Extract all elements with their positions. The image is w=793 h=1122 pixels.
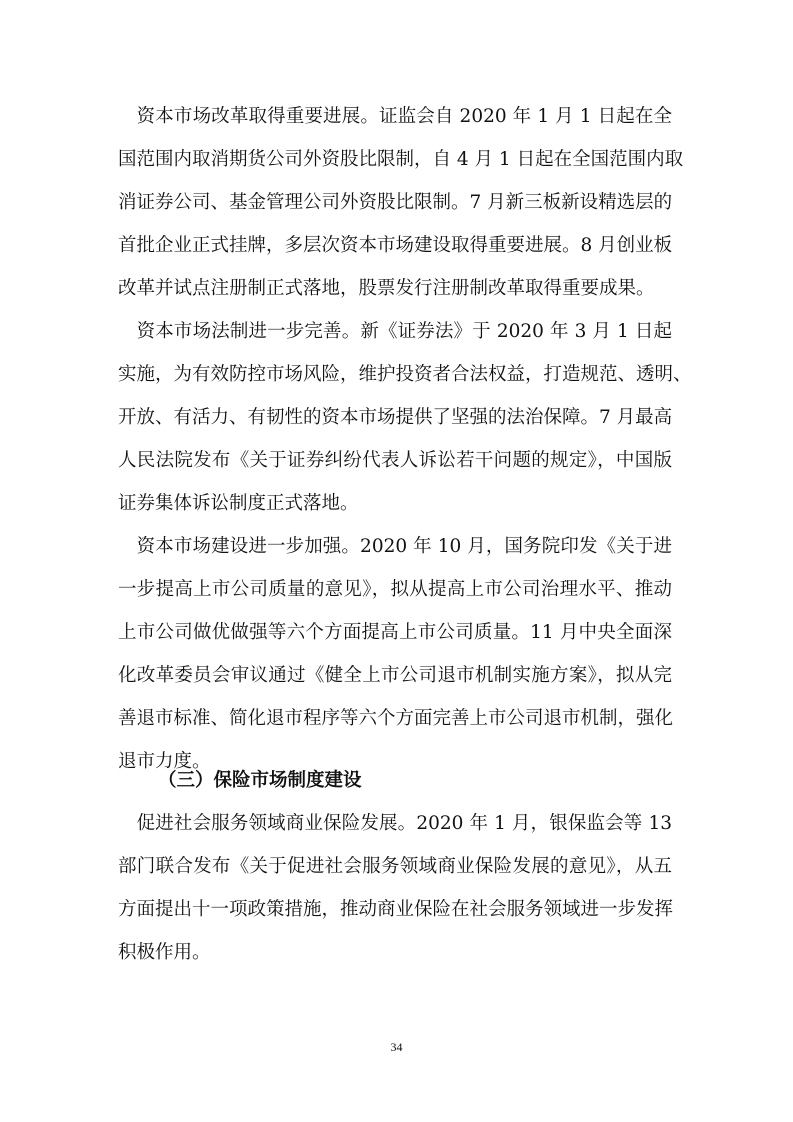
text-line: 人民法院发布《关于证券纠纷代表人诉讼若干问题的规定》，中国版 [118,450,672,471]
section-heading: （三）保险市场制度建设 [158,770,362,791]
text-line: 改革并试点注册制正式落地，股票发行注册制改革取得重要成果。 [118,278,655,299]
text-line: 部门联合发布《关于促进社会服务领域商业保险发展的意见》，从五 [118,856,672,877]
text-line: 资本市场建设进一步加强。2020 年 10 月，国务院印发《关于进 [118,536,672,557]
text-line: 善退市标准、简化退市程序等六个方面完善上市公司退市机制，强化 [118,708,674,729]
text-line: 国范围内取消期货公司外资股比限制，自 4 月 1 日起在全国范围内取 [118,149,684,170]
text-line: 资本市场法制进一步完善。新《证券法》于 2020 年 3 月 1 日起 [118,321,672,342]
text-line: 消证券公司、基金管理公司外资股比限制。7 月新三板新设精选层的 [118,192,673,213]
text-line: 开放、有活力、有韧性的资本市场提供了坚强的法治保障。7 月最高 [118,407,673,428]
text-line: 化改革委员会审议通过《健全上市公司退市机制实施方案》，拟从完 [118,665,672,686]
text-line: 资本市场改革取得重要进展。证监会自 2020 年 1 月 1 日起在全 [118,106,672,127]
text-line: 证券集体诉讼制度正式落地。 [118,493,359,514]
text-line: 积极作用。 [118,942,211,963]
text-line: 方面提出十一项政策措施，推动商业保险在社会服务领域进一步发挥 [118,899,674,920]
page-number: 34 [390,1040,403,1054]
text-line: 首批企业正式挂牌，多层次资本市场建设取得重要进展。8 月创业板 [118,235,673,256]
text-line: 一步提高上市公司质量的意见》，拟从提高上市公司治理水平、推动 [118,579,672,600]
text-line: 退市力度。 [118,751,211,772]
text-line: 上市公司做优做强等六个方面提高上市公司质量。11 月中央全面深 [118,622,672,643]
text-line: 促进社会服务领域商业保险发展。2020 年 1 月，银保监会等 13 [118,813,672,834]
text-line: 实施，为有效防控市场风险，维护投资者合法权益，打造规范、透明、 [118,364,692,385]
